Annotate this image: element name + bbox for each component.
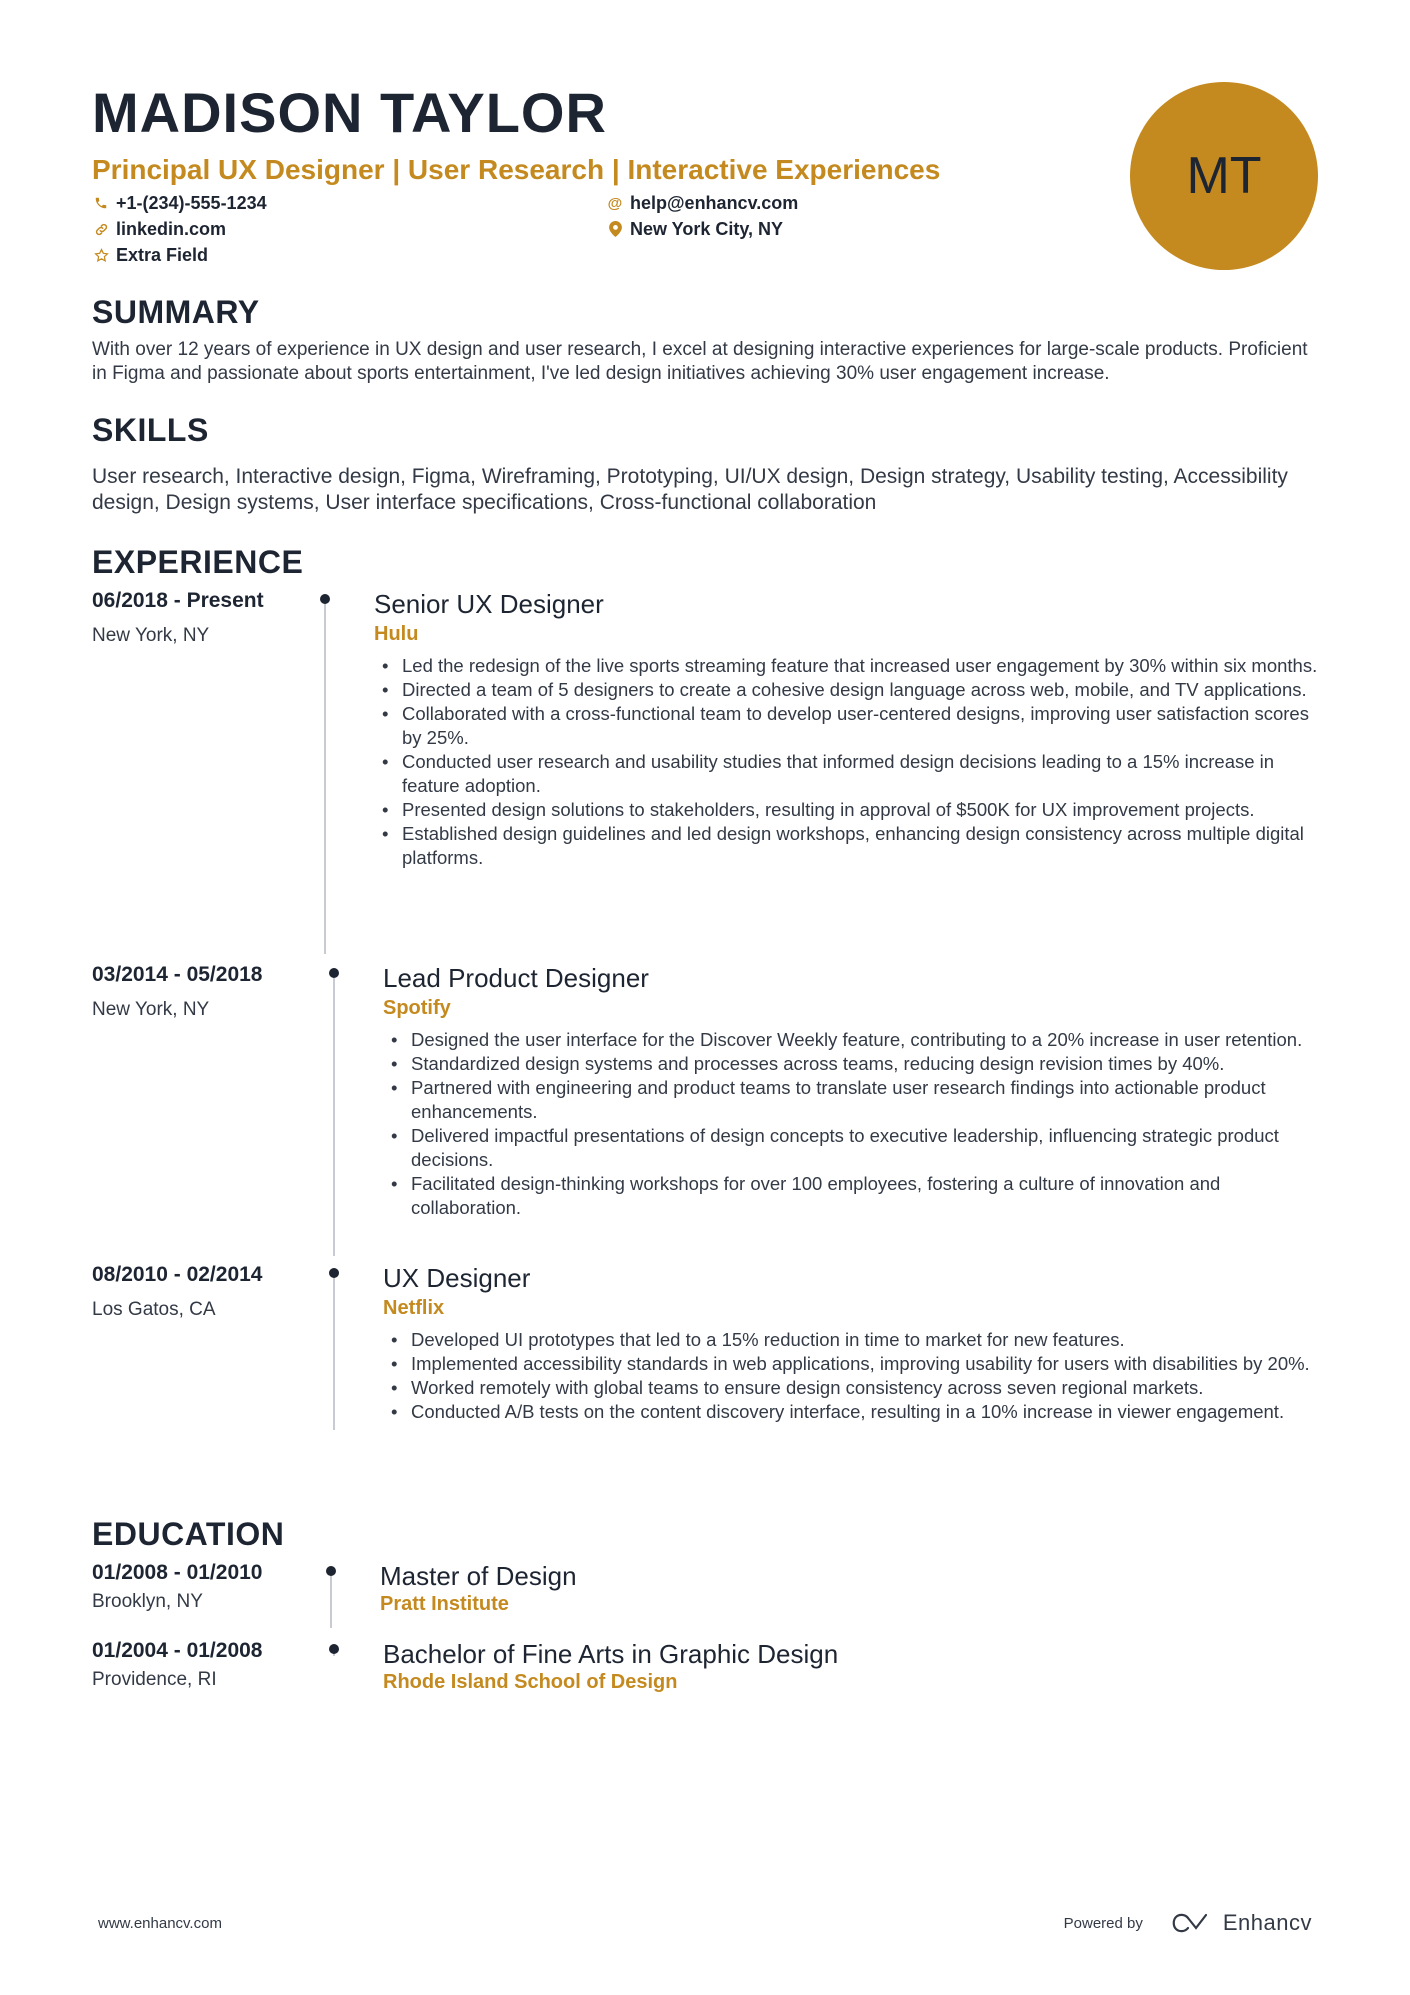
entry-date: 01/2008 - 01/2010 (92, 1561, 263, 1584)
timeline-dot (329, 1268, 339, 1278)
timeline-line (330, 1566, 332, 1628)
list-item: • Worked remotely with global teams to ensure design consistency across seven regional markets. (383, 1376, 1318, 1400)
skills-section (92, 410, 1318, 516)
brand-logo[interactable] (1169, 1910, 1312, 1936)
timeline-line (324, 594, 326, 954)
timeline-line (333, 968, 335, 1256)
list-item: • Standardized design systems and processes across teams, reducing design revision times by 40%. (383, 1052, 1318, 1076)
list-item: • Designed the user interface for the Discover Weekly feature, contributing to a 20% increase in user retention. (383, 1028, 1318, 1052)
entry-company: Netflix (383, 1297, 445, 1319)
entry-location: Brooklyn, NY (92, 1591, 203, 1612)
skills-title: SKILLS (92, 412, 209, 448)
summary-title: SUMMARY (92, 294, 260, 330)
list-item: • Directed a team of 5 designers to create a cohesive design language across web, mobile, and TV applications. (374, 678, 1318, 702)
entry-location: New York, NY (92, 999, 210, 1020)
star-icon (92, 248, 110, 263)
entry-date: 08/2010 - 02/2014 (92, 1263, 263, 1286)
list-item: • Collaborated with a cross-functional team to develop user-centered designs, improving user satisfaction scores by 25%. (374, 702, 1318, 750)
entry-bullets (383, 1328, 1318, 1424)
entry-date: 01/2004 - 01/2008 (92, 1639, 263, 1662)
entry-date: 03/2014 - 05/2018 (92, 963, 263, 986)
contact-phone[interactable] (92, 192, 606, 214)
at-icon: @ (607, 194, 623, 212)
entry-location: Providence, RI (92, 1669, 217, 1690)
list-item: • Led the redesign of the live sports streaming feature that increased user engagement by 30% within six months. (374, 654, 1318, 678)
timeline-line (333, 1268, 335, 1430)
experience-entry (92, 962, 1318, 1262)
list-item: • Established design guidelines and led design workshops, enhancing design consistency across multiple digital platforms. (374, 822, 1318, 870)
contact-email[interactable] (606, 192, 1006, 214)
powered-by (1064, 1910, 1312, 1936)
experience-entry (92, 1262, 1318, 1490)
entry-date: 06/2018 - Present (92, 589, 264, 612)
candidate-tagline: Principal UX Designer | User Research | Interactive Experiences (92, 154, 941, 185)
summary-section (92, 292, 1318, 386)
contact-extra (92, 244, 606, 266)
email-text: help@enhancv.com (630, 192, 799, 213)
skills-text: User research, Interactive design, Figma, Wireframing, Prototyping, UI/UX design, Design strategy, Usability testing, Accessibility design, Design systems, User interface specifications, Cross-functional collaboration (92, 465, 1288, 514)
timeline-dot (320, 594, 330, 604)
entry-company: Hulu (374, 623, 419, 645)
summary-text: With over 12 years of experience in UX design and user research, I excel at designing interactive experiences for large-scale products. Proficient in Figma and passionate about sports entertainment, I've led design initiatives achieving 30% user engagement increase. (92, 339, 1308, 384)
contact-linkedin[interactable] (92, 218, 606, 240)
linkedin-text: linkedin.com (116, 218, 227, 239)
timeline-dot (329, 968, 339, 978)
education-title: EDUCATION (92, 1516, 285, 1552)
experience-entry (92, 588, 1318, 962)
entry-bullets (374, 654, 1318, 870)
list-item: • Partnered with engineering and product teams to translate user research findings into actionable product enhancements. (383, 1076, 1318, 1124)
timeline-line (333, 1644, 335, 1656)
brand-name: Enhancv (1222, 1910, 1312, 1935)
entry-bullets (383, 1028, 1318, 1220)
education-entry (92, 1560, 1318, 1638)
entry-degree: Bachelor of Fine Arts in Graphic Design (383, 1639, 839, 1669)
entry-school: Rhode Island School of Design (383, 1671, 678, 1693)
list-item: • Presented design solutions to stakeholders, resulting in approval of $500K for UX improvement projects. (374, 798, 1318, 822)
entry-school: Pratt Institute (380, 1593, 509, 1615)
list-item: • Conducted A/B tests on the content discovery interface, resulting in a 10% increase in viewer engagement. (383, 1400, 1318, 1424)
map-pin-icon (606, 221, 624, 237)
footer-site-link[interactable]: www.enhancv.com (98, 1914, 222, 1932)
entry-location: New York, NY (92, 625, 210, 646)
powered-by-label: Powered by (1063, 1914, 1143, 1932)
phone-text: +1-(234)-555-1234 (116, 192, 267, 213)
education-section (92, 1514, 1318, 1716)
location-text: New York City, NY (630, 218, 784, 239)
timeline-dot (329, 1644, 339, 1654)
list-item: • Implemented accessibility standards in web applications, improving usability for users with disabilities by 20%. (383, 1352, 1318, 1376)
phone-icon (92, 196, 110, 210)
list-item: • Developed UI prototypes that led to a 15% reduction in time to market for new features. (383, 1328, 1318, 1352)
avatar (1130, 82, 1318, 270)
timeline-dot (326, 1566, 336, 1576)
resume-header (92, 0, 1318, 265)
entry-company: Spotify (383, 997, 451, 1019)
list-item: • Conducted user research and usability studies that informed design decisions leading to a 15% increase in feature adoption. (374, 750, 1318, 798)
candidate-name: MADISON TAYLOR (92, 81, 607, 144)
list-item: • Delivered impactful presentations of design concepts to executive leadership, influencing strategic product decisions. (383, 1124, 1318, 1172)
entry-role: Lead Product Designer (383, 963, 649, 993)
education-entry (92, 1638, 1318, 1716)
contact-location (606, 218, 1006, 240)
experience-title: EXPERIENCE (92, 544, 304, 580)
experience-section (92, 542, 1318, 1490)
link-icon (92, 222, 110, 237)
entry-role: Senior UX Designer (374, 589, 604, 619)
avatar-initials: MT (1186, 147, 1262, 205)
entry-role: UX Designer (383, 1263, 531, 1293)
page-footer (0, 1908, 1410, 1938)
enhancv-logo-icon (1169, 1912, 1215, 1934)
list-item: • Facilitated design-thinking workshops for over 100 employees, fostering a culture of innovation and collaboration. (383, 1172, 1318, 1220)
entry-degree: Master of Design (380, 1561, 577, 1591)
extra-text: Extra Field (116, 244, 209, 265)
entry-location: Los Gatos, CA (92, 1299, 216, 1320)
